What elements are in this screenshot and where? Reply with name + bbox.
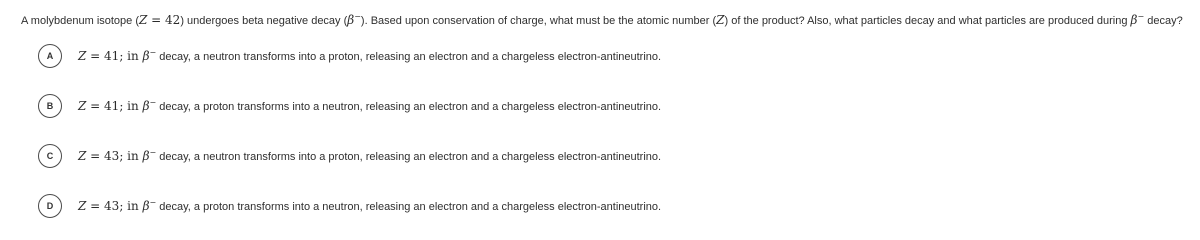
option-a-description: decay, a neutron transforms into a proton, releasing an electron and a chargeless electron-antineutrino. [156, 51, 662, 63]
option-a-math: Z = 41; in β− [78, 48, 157, 63]
option-b-text[interactable] [78, 99, 661, 113]
option-d-text[interactable] [78, 199, 661, 213]
answer-option-d[interactable] [38, 194, 661, 218]
question-beta-math: β− [347, 12, 361, 27]
question-part-4: ) of the product? Also, what particles decay and what particles are produced during [724, 15, 1131, 27]
option-b-badge[interactable]: B [38, 94, 62, 118]
option-d-badge[interactable]: D [38, 194, 62, 218]
question-part-5: decay? [1144, 15, 1183, 27]
answer-option-a[interactable] [38, 44, 661, 68]
option-a-text[interactable] [78, 49, 661, 63]
question-text [21, 11, 1191, 30]
question-part-3: ). Based upon conservation of charge, what must be the atomic number ( [360, 15, 717, 27]
question-part-2: ) undergoes beta negative decay ( [180, 15, 348, 27]
question-z-math: Z = 42 [139, 13, 181, 27]
question-beta-math-2: β− [1130, 12, 1145, 27]
answer-option-c[interactable] [38, 144, 661, 168]
question-z-var-math: Z [716, 13, 725, 27]
answer-option-b[interactable] [38, 94, 661, 118]
option-d-description: decay, a proton transforms into a neutron, releasing an electron and a chargeless electron-antineutrino. [156, 201, 662, 213]
option-c-description: decay, a neutron transforms into a proton, releasing an electron and a chargeless electron-antineutrino. [156, 151, 662, 163]
question-part-1: A molybdenum isotope ( [21, 15, 140, 27]
option-a-badge[interactable]: A [38, 44, 62, 68]
option-c-text[interactable] [78, 149, 661, 163]
option-b-description: decay, a proton transforms into a neutron, releasing an electron and a chargeless electron-antineutrino. [156, 101, 662, 113]
option-c-badge[interactable]: C [38, 144, 62, 168]
option-d-math: Z = 43; in β− [78, 198, 157, 213]
option-b-math: Z = 41; in β− [78, 98, 157, 113]
option-c-math: Z = 43; in β− [78, 148, 157, 163]
